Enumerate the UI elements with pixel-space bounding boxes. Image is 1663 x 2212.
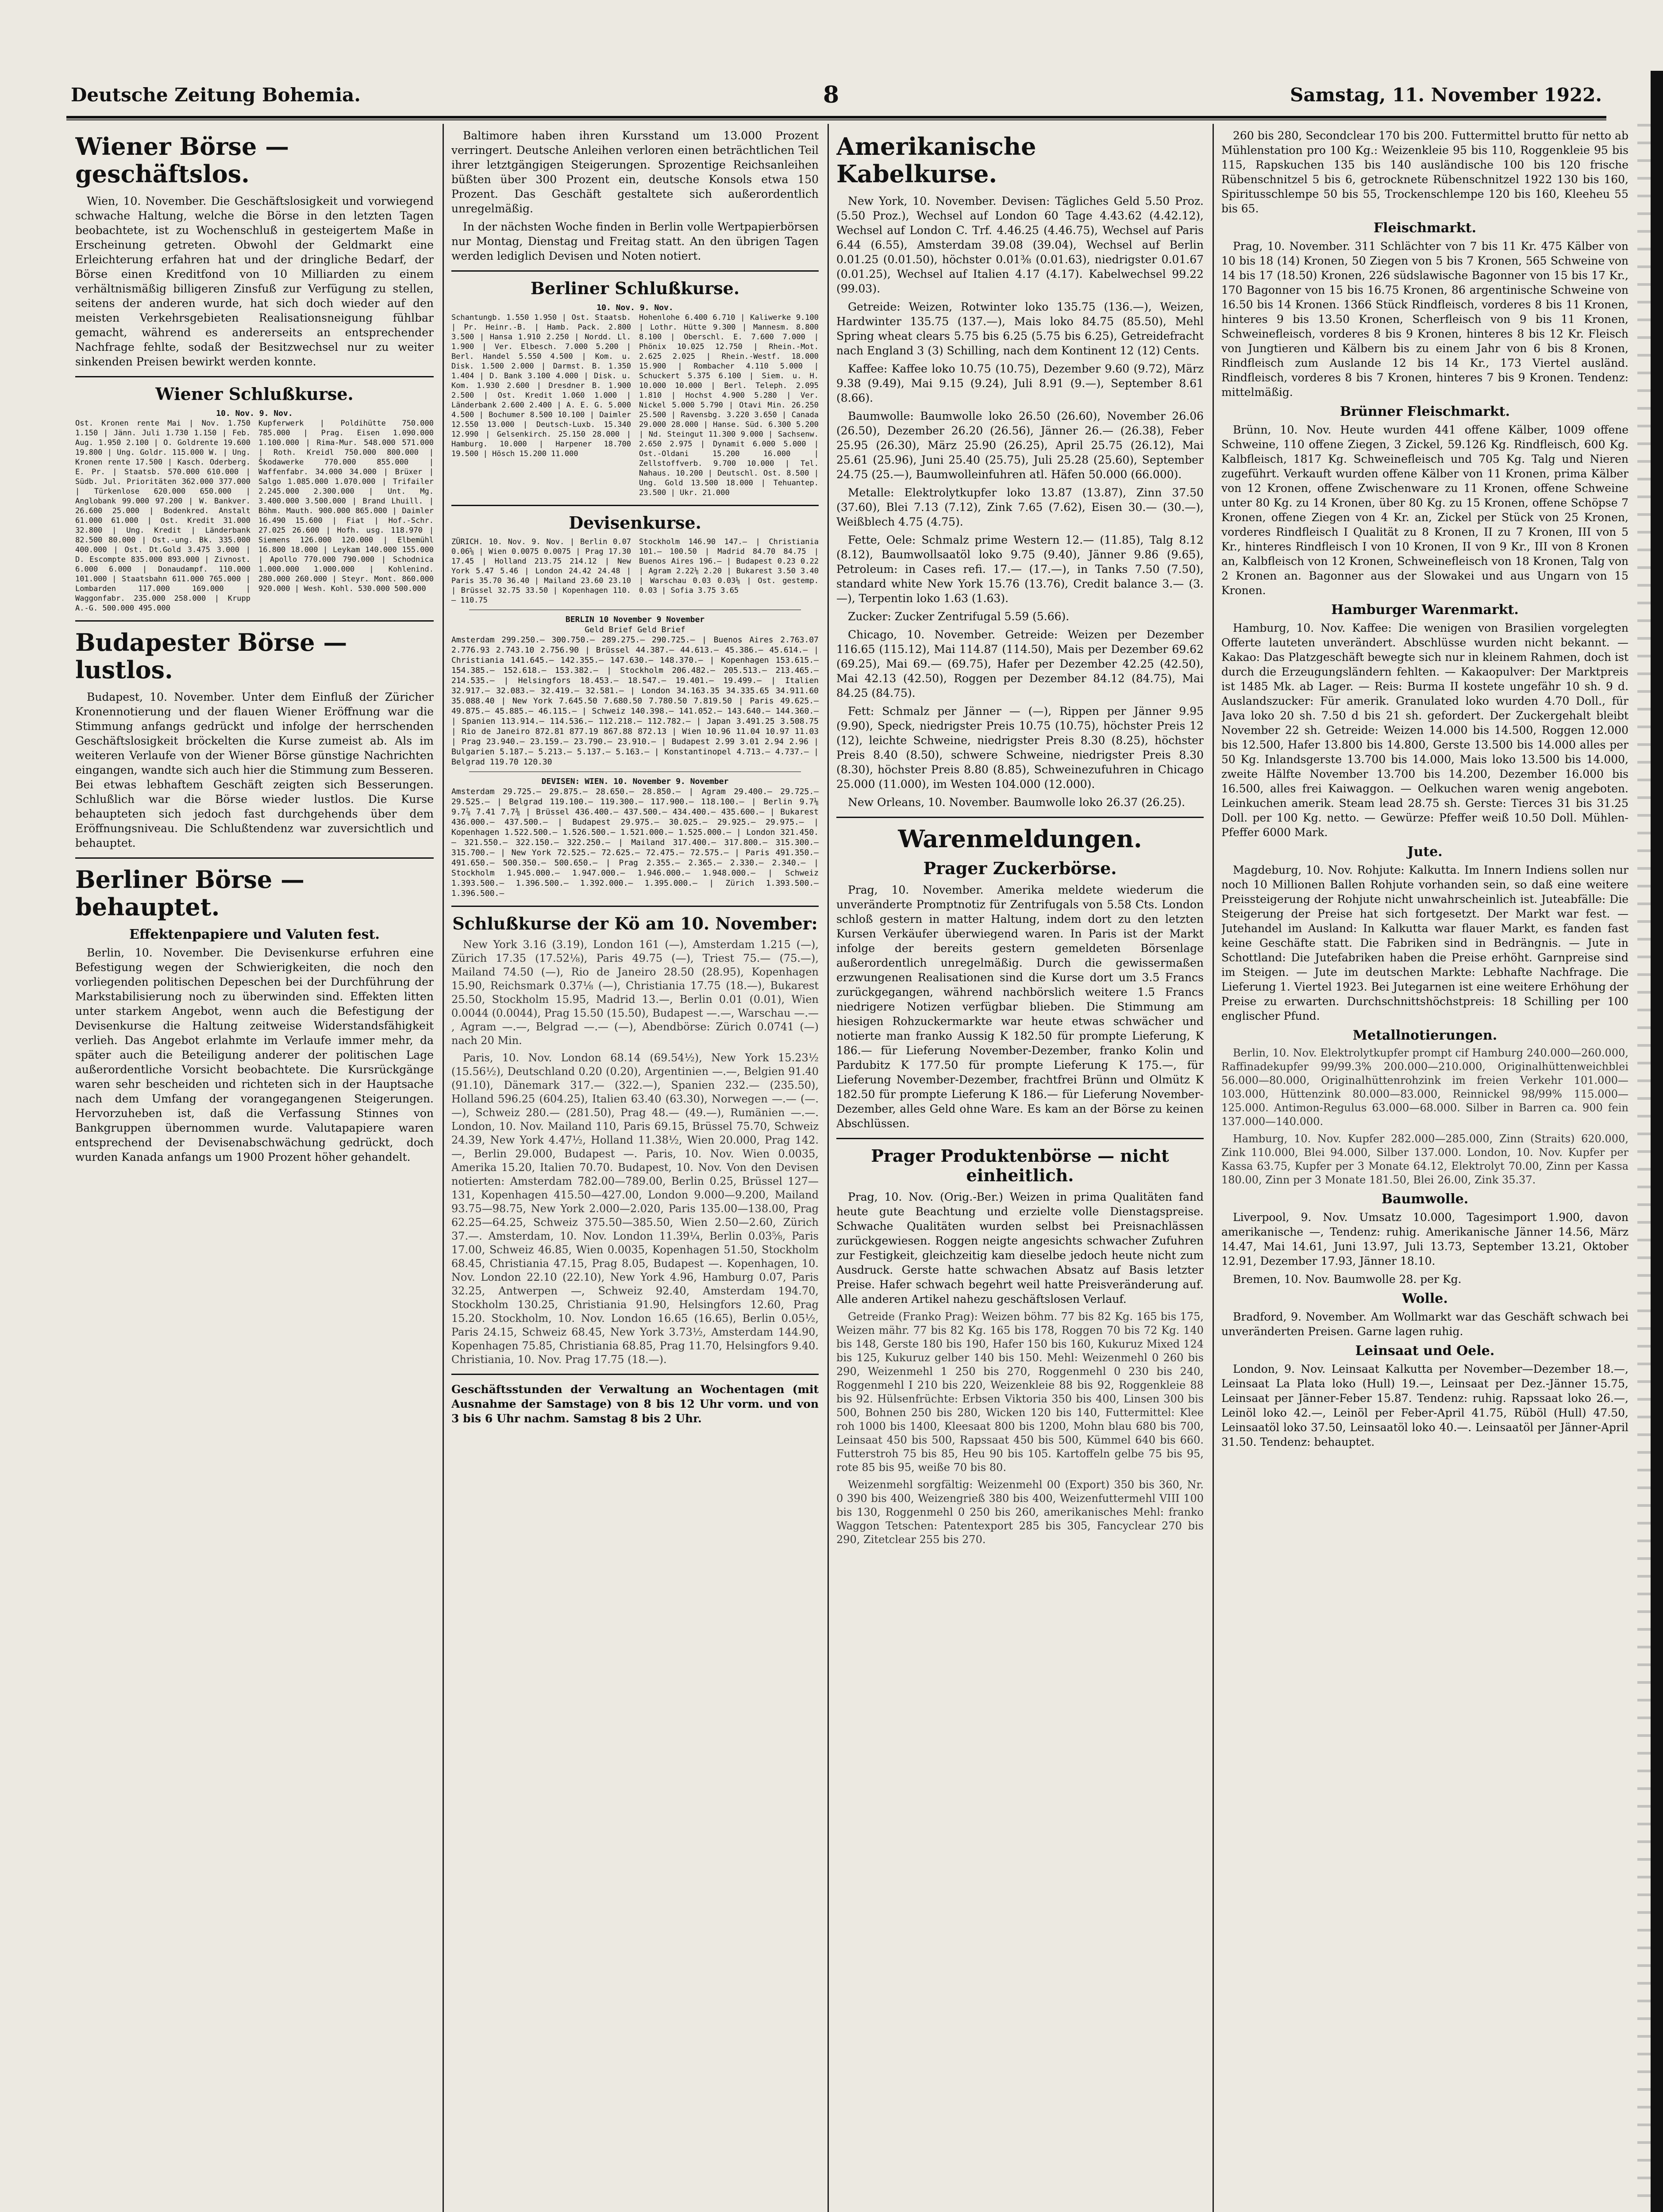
article-baumwolle-bremen: Bremen, 10. Nov. Baumwolle 28. per Kg. — [1233, 1273, 1462, 1286]
article-zuckerboerse: Prag, 10. November. Amerika meldete wiederum die unveränderte Promptnotiz für Zentrifugals von 5.58 Cts. London schloß gestern in matter Haltung, indem dort zu den letzten Kursen Verkäufer überwiegend waren. In Paris ist der Markt infolge der bereits gestern gemeldeten Börsenlage außerordentlich unregelmäßig. Durch die gewissermaßen erzwungenen Realisationen sind die Kurse dort um 3.5 Francs zurückgegangen, während nachbörslich weitere 1.5 Francs niedrigere Notizen verfügbar blieben. Die Stimmung am hiesigen Rohzuckermarkte war heute etwas schwächer und notierte man franko Aussig K 182.50 für prompte Lieferung, K 186.— für Lieferung November-Dezember, franko Kolin und Pardubitz K 177.50 für prompte Lieferung K 175.—, für Lieferung November-Dezember, frachtfrei Brünn und Olmütz K 182.50 für prompte Lieferung K 186.— für Lieferung November-Dezember, alles Geld ohne Ware. Es kam an der Börse zu keinen Abschlüssen. — [836, 883, 1204, 1130]
column-divider — [443, 124, 444, 2212]
headline-wien-schlusskurse: Wiener Schlußkurse. — [155, 384, 354, 404]
table-wien — [75, 419, 434, 613]
article-schlusskurse: New York 3.16 (3.19), London 161 (—), Amsterdam 1.215 (—), Zürich 17.35 (17.52⅛), Paris 49.75 (—), Triest 75.— (75.—), Mailand 74.50 (—), Rio de Janeiro 28.50 (28.95), Kopenhagen 15.90, Reichsmark 0.37⅛ (—), Christiania 17.75 (18.—), Bukarest 25.50, Stockholm 15.95, Madrid 13.—, Berlin 0.01 (0.01), Wien 0.0044 (0.0044), Prag 15.50 (15.50), Budapest —.—, Warschau —.— , Agram —.—, Belgrad —.— (—), Abendbörse: Zürich 0.0741 (—) nach 20 Min. — [451, 938, 819, 1047]
article-metall-hamburg: Hamburg, 10. Nov. Kupfer 282.000—285.000, Zinn (Straits) 620.000, Zink 110.000, Blei 94.000, Silber 137.000. London, 10. Nov. Kupfer per Kassa 63.75, Kupfer per 3 Monate 64.12, Elektrolyt 70.00, Zinn per Kassa 180.00, Zinn per 3 Monate 181.50, Blei 26.00, Zink 35.37. — [1221, 1133, 1628, 1186]
table-berlin-left: Schantungb. 1.550 1.950 | Ost. Staatsb. | Pr. Heinr.-B. | Hamb. Pack. 2.800 3.500 | Hansa 1.910 2.250 | Nordd. Ll. 1.900 | Ver. Elbesch. 7.000 5.200 | Berl. Handel 5.550 4.500 | Kom. u. Disk. 1.500 2.000 | Darmst. B. 1.350 1.404 | D. Bank 3.100 4.000 | Disk. u. Kom. 1.930 2.600 | Dresdner B. 1.900 2.500 | Ost. Kredit 1.060 1.000 | Länderbank 2.600 2.400 | A. E. G. 5.000 4.500 | Bochumer 8.500 10.100 | Daimler 12.550 13.000 | Deutsch-Luxb. 15.340 12.990 | Gelsenkirch. 25.150 28.000 | Hamburg. 10.000 | Harpener 18.700 19.500 | Hösch 15.200 11.000 — [451, 313, 631, 458]
table-zurich-left: ZÜRICH. 10. Nov. 9. Nov. | Berlin 0.07 0.06⅝ | Wien 0.0075 0.0075 | Prag 17.30 17.45 | Holland 213.75 214.12 | New York 5.47 5.46 | London 24.42 24.48 | Paris 35.70 36.40 | Mailand 23.60 23.10 | Brüssel 32.75 33.50 | Kopenhagen 110.— 110.75 — [451, 538, 631, 605]
headline-leinsaat: Leinsaat und Oele. — [1355, 1343, 1495, 1359]
headline-bruenner-fleischmarkt: Brünner Fleischmarkt. — [1340, 404, 1510, 419]
separator — [451, 1374, 819, 1375]
headline-fleischmarkt: Fleischmarkt. — [1373, 220, 1477, 236]
article-budapest: Budapest, 10. November. Unter dem Einfluß der Züricher Kronennotierung und der flauen Wiener Eröffnung war die Stimmung anfangs gedrückt und infolge der herrschenden Geschäftslosigkeit bröckelten die Kurse zumeist ab. Als im weiteren Verlaufe von der Wiener Börse günstige Nachrichten eingangen, wandte sich auch hier die Stimmung zum Besseren. Bei etwas lebhaftem Geschäft zeigten sich Besserungen. Schlußlich war die Börse wieder lustlos. Die Kurse behaupteten sich jedoch fast durchgehends über dem Eröffnungsniveau. Die Schlußtendenz war zuversichtlich und behauptet. — [75, 691, 434, 849]
headline-metallnotierungen: Metallnotierungen. — [1352, 1028, 1497, 1043]
article-amerika: New York, 10. November. Devisen: Tägliches Geld 5.50 Proz. (5.50 Proz.), Wechsel auf London 60 Tage 4.43.62 (4.42.12), Wechsel auf London C. Trf. 4.46.25 (4.46.75), Wechsel auf Paris 6.44 (6.55), Amsterdam 39.08 (39.04), Wechsel auf Berlin 0.01.25 (0.01.50), höchster 0.01⅜ (0.01.63), niedrigster 0.01.67 (0.01.25), Wechsel auf Italien 4.17 (4.17). Kabelwechsel 99.22 (99.03). — [836, 195, 1204, 295]
berlin-devisen-rows: Amsterdam 299.250.— 300.750.— 289.275.— 290.725.— | Buenos Aires 2.763.07 2.776.93 2.743.10 2.756.90 | Brüssel 44.387.— 44.613.— 45.386.— 45.614.— | Christiania 141.645.— 142.355.— 147.630.— 148.370.— | Kopenhagen 153.615.— 154.385.— 152.618.— 153.382.— | Stockholm 206.482.— 205.513.— 213.465.— 214.535.— | Helsingfors 18.453.— 18.547.— 19.401.— 19.499.— | Italien 32.917.— 32.083.— 32.419.— 32.581.— | London 34.163.35 34.335.65 34.911.60 35.088.40 | New York 7.645.50 7.680.50 7.780.50 7.819.50 | Paris 49.625.— 49.875.— 45.885.— 46.115.— | Schweiz 140.398.— 141.052.— 143.640.— 144.360.— | Spanien 113.914.— 114.536.— 112.218.— 112.782.— | Japan 3.491.25 3.508.75 | Rio de Janeiro 872.81 877.19 867.88 872.13 | Wien 10.96 11.04 10.97 11.03 | Prag 23.940.— 23.159.— 23.790.— 23.910.— | Budapest 2.99 3.01 2.94 2.96 | Bulgarien 5.187.— 5.213.— 5.137.— 5.163.— | Konstantinopel 4.713.— 4.737.— | Belgrad 119.70 120.30 — [451, 635, 819, 767]
scan-border — [1651, 71, 1663, 2212]
headline-zuckerboerse: Prager Zuckerbörse. — [923, 858, 1117, 878]
table-header: 10. Nov. 9. Nov. — [597, 303, 674, 312]
headline-wien: Wiener Börse — geschäftslos. — [75, 132, 289, 188]
article-kaffee: Kaffee: Kaffee loko 10.75 (10.75), Dezember 9.60 (9.72), März 9.38 (9.49), Mai 9.15 (9.24), Juli 8.91 (9.—), September 8.61 (8.66). — [836, 362, 1204, 404]
article-fette: Fette, Oele: Schmalz prime Western 12.— (11.85), Talg 8.12 (8.12), Baumwollsaatöl loko 9.75 (9.40), Jänner 9.86 (9.65), Petroleum: in Cases refi. 17.— (17.—), in Tanks 7.50 (7.50), standard white New York 15.76 (13.76), Credit balance 3.— (3.—), Terpentin loko 1.63 (1.63). — [836, 534, 1204, 605]
article-hamburger-warenmarkt: Hamburg, 10. Nov. Kaffee: Die wenigen von Brasilien vorgelegten Offerte lauteten unverändert. Abschlüsse wurden nicht bekannt. — Kakao: Das Platzgeschäft bewegte sich nur in kleinem Rahmen, doch ist durch die Erzeugungsländern fehlten. — Kakaopulver: Der Marktpreis ist 1485 Mk. ab Lager. — Reis: Burma II kostete ungefähr 10 sh. 9 d. Auslandszucker: Für amerik. Granulated loko wurden 4.70 Doll., für Java loko 20 sh. 7.50 d bis 21 sh. gefordert. Der Zuckergehalt bleibt November 22 sh. Getreide: Weizen 14.000 bis 14.500, Roggen 12.000 bis 12.500, Hafer 13.800 bis 14.800, Gerste 13.500 bis 14.000 alles per 50 Kg. Inlandsgerste 13.700 bis 14.000, Mais loko 13.500 bis 14.000, zweite Hälfte November 13.700 bis 14.200, Dezember 16.000 bis 16.500, alles frei Kaiwaggon. — Oelkuchen waren wenig angeboten. Leinkuchen amerik. Steam lead 28.75 sh. Gerste: Tierces 31 bis 31.25 Doll. per 100 Kg. netto. — Gewürze: Pfeffer weiß 10.50 Doll. Mühlen-Pfeffer 6000 Mark. — [1221, 622, 1628, 839]
separator — [451, 270, 819, 272]
table-zurich-right: Stockholm 146.90 147.— | Christiania 101.— 100.50 | Madrid 84.70 84.75 | Buenos Aires 196.— | Budapest 0.23 0.22 | Agram 2.22⅛ 2.20 | Bukarest 3.50 3.40 | Warschau 0.03 0.03⅛ | Ost. gestemp. 0.03 | Sofia 3.75 3.65 — [639, 538, 819, 595]
wien-devisen-title: DEVISEN: WIEN. 10. November 9. November — [541, 777, 729, 786]
article-leinsaat: London, 9. Nov. Leinsaat Kalkutta per November—Dezember 18.—, Leinsaat La Plata loko (Hull) 19.—, Leinsaat per Dez.-Jänner 15.75, Leinsaat per Jänner-Feber 15.87. Tendenz: ruhig. Rapssaat loko 26.—, Leinöl loko 42.—, Leinöl per Feber-April 41.75, Rüböl (Hull) 47.50, Leinsaatöl loko 37.50, Leinsaatöl loko 40.—. Leinsaatöl per Jänner-April 31.50. Tendenz: behauptet. — [1221, 1363, 1628, 1448]
article-wien: Wien, 10. November. Die Geschäftslosigkeit und vorwiegend schwache Haltung, welche die Börse in den letzten Tagen beobachtete, ist zu Wochenschluß in gesteigertem Maße in Erscheinung getreten. Obwohl der Geldmarkt eine Erleichterung erfahren hat und der dringliche Bedarf, der Börse einen Kreditfond von 10 Milliarden zu einem verhältnismäßig billigeren Zinsfuß zur Verfügung zu stellen, seitens der anderen wurde, hat sich doch wieder auf den meisten Verkehrsgebieten Realisationsneigung fühlbar gemacht, während es andererseits an entsprechender Nachfrage fehlte, sodaß der Besitzwechsel nur zu weiter sinkenden Preisen bewirkt werden konnte. — [75, 195, 434, 368]
column-3 — [836, 128, 1204, 2212]
article-baumwolle-liverpool: Liverpool, 9. Nov. Umsatz 10.000, Tagesimport 1.900, davon amerikanische —, Tendenz: ruhig. Amerikanische Jänner 14.56, März 14.47, Mai 14.61, Juni 13.97, Juli 13.73, September 13.21, Oktober 12.91, Dezember 17.93, Jänner 18.10. — [1221, 1211, 1628, 1267]
headline-produktenboerse: Prager Produktenbörse — nicht einheitlich. — [871, 1146, 1169, 1185]
article-continued: Baltimore haben ihren Kursstand um 13.000 Prozent verringert. Deutsche Anleihen verloren einen beträchtlichen Teil ihrer letztgängigen Steigerungen. Sprozentige Reichsanleihen büßten über 300 Prozent ein, deutsche Konsols etwa 150 Prozent. Das Geschäft gestaltete sich außerordentlich unregelmäßig. — [451, 129, 819, 215]
article-produktenboerse: Prag, 10. Nov. (Orig.-Ber.) Weizen in prima Qualitäten fand heute gute Beachtung und erzielte volle Dienstagspreise. Schwache Qualitäten wurden selbst bei Preisnachlässen zurückgewiesen. Roggen neigte angesichts schwacher Zufuhren zur Festigkeit, gleichzeitig kam dieselbe jedoch heute nicht zum Ausdruck. Gerste hatte schwachen Absatz auf Basis letzter Preise. Hafer schwach begehrt weil hatte Preisveränderung auf. Alle anderen Artikel nahezu geschäftslosen Verlauf. — [836, 1190, 1204, 1306]
article-metalle: Metalle: Elektrolytkupfer loko 13.87 (13.87), Zinn 37.50 (37.60), Blei 7.13 (7.12), Zink 7.65 (7.62), Eisen 30.— (30.—), Weißblech 4.75 (4.75). — [836, 486, 1204, 528]
subheadline-berlin: Effektenpapiere und Valuten fest. — [129, 927, 380, 942]
separator — [75, 620, 434, 622]
newspaper-name: Deutsche Zeitung Bohemia. — [71, 84, 361, 106]
column-1 — [75, 128, 434, 2212]
column-divider — [828, 124, 829, 2212]
table-berlin-right: Hohenlohe 6.400 6.710 | Kaliwerke 9.100 | Lothr. Hütte 9.300 | Mannesm. 8.800 8.100 | Oberschl. E. 7.600 7.000 | Phönix 10.025 12.750 | Rhein.-Mot. 2.625 2.025 | Rhein.-Westf. 18.000 15.900 | Rombacher 4.110 5.000 | Schuckert 5.375 6.100 | Siem. u. H. 10.000 10.000 | Berl. Teleph. 2.095 1.810 | Hochst 4.900 5.280 | Ver. Nickel 5.000 5.790 | Otavi Min. 26.250 25.500 | Ravensbg. 3.220 3.650 | Canada 29.000 28.000 | Hanse. Süd. 6.300 5.200 | Nd. Steingut 11.300 9.000 | Sachsenw. 2.650 2.975 | Dynamit 6.000 5.000 | Ost.-Oldani 15.200 16.000 | Zellstoffverb. 9.700 10.000 | Tel. Nahaus. 10.200 | Deutschl. Ost. 8.500 | Ung. Gold 13.500 18.000 | Tehuantep. 23.500 | Ukr. 21.000 — [639, 313, 819, 497]
article-getreide: Getreide: Weizen, Rotwinter loko 135.75 (136.—), Weizen, Hardwinter 135.75 (137.—), Mais loko 84.75 (85.50), Mehl Spring wheat clears 5.75 bis 6.25 (5.75 bis 6.25), Getreidefracht nach England 3 (3) Schilling, nach dem Kontinent 12 (12) Cents. — [836, 300, 1204, 357]
berlin-devisen-title: BERLIN 10 November 9 November — [565, 615, 705, 624]
masthead — [71, 81, 1602, 111]
headline-schlusskurse-ko: Schlußkurse der Kö am 10. November: — [452, 914, 818, 933]
article-wolle: Bradford, 9. November. Am Wollmarkt war das Geschäft schwach bei unveränderten Preisen. Garne lagen ruhig. — [1221, 1310, 1628, 1338]
table-wien-left: Ost. Kronen rente Mai | Nov. 1.750 1.150 | Jänn. Juli 1.730 1.150 | Feb. Aug. 1.950 2.100 | O. Goldrente 19.600 19.800 | Ung. Goldr. 115.000 W. | Ung. Kronen rente 17.500 | Kasch. Oderberg. E. Pr. | Staatsb. 570.000 610.000 | Südb. Jul. Prioritäten 362.000 377.000 | Türkenlose 620.000 650.000 | Anglobank 99.000 97.200 | W. Bankver. 26.600 25.000 | Bodenkred. Anstalt 61.000 61.000 | Ost. Kredit 31.000 32.800 | Ung. Kredit | Länderbank 82.500 80.000 | Ost.-ung. Bk. 335.000 400.000 | Ost. Dt.Gold 3.475 3.000 | D. Escompte 835.000 893.000 | Zivnost. 6.000 6.000 | Donaudampf. 110.000 101.000 | Staatsbahn 611.000 765.000 | Lombarden 117.000 169.000 | Waggonfabr. 235.000 258.000 | Krupp A.-G. 500.000 495.000 — [75, 419, 250, 613]
adjacent-page-edge — [1637, 124, 1651, 2212]
separator — [836, 817, 1204, 818]
notice-office-hours: Geschäftsstunden der Verwaltung an Wochentagen (mit Ausnahme der Samstage) von 8 bis 12 Uhr vorm. und von 3 bis 6 Uhr nachm. Samstag 8 bis 2 Uhr. — [451, 1383, 819, 1425]
headline-jute: Jute. — [1407, 844, 1443, 860]
page-number: 8 — [823, 81, 839, 108]
article-metall-berlin: Berlin, 10. Nov. Elektrolytkupfer prompt cif Hamburg 240.000—260.000, Raffinadekupfer 99/99.3% 200.000—210.000, Originalhüttenweichblei 56.000—80.000, Originalhüttenrohzink im freien Verkehr 101.000—103.000, Hüttenzink 80.000—83.000, Reinnickel 98/99% 115.000—125.000. Antimon-Regulus 63.000—68.000. Silber in Barren ca. 900 fein 137.000—140.000. — [1221, 1047, 1628, 1128]
table-berlin — [451, 313, 819, 498]
article-chicago: Chicago, 10. November. Getreide: Weizen per Dezember 116.65 (115.12), Mai 114.87 (114.50), Mais per Dezember 69.62 (69.25), Mai 69.— (69.75), Hafer per Dezember 42.25 (42.50), Mai 42.13 (42.50), Roggen per Dezember 84.12 (84.75), Mai 84.25 (84.75). — [836, 628, 1204, 699]
separator — [75, 857, 434, 859]
separator — [75, 376, 434, 377]
column-2 — [451, 128, 819, 2212]
berlin-devisen-columns: Geld Brief Geld Brief — [585, 625, 685, 634]
table-devisen-zurich — [451, 537, 819, 605]
column-4 — [1221, 128, 1628, 2212]
article-new-orleans: New Orleans, 10. November. Baumwolle loko 26.37 (26.25). — [848, 796, 1186, 809]
headline-budapest: Budapester Börse — lustlos. — [75, 628, 347, 684]
masthead-rule-thin — [66, 119, 1606, 120]
article-berlin: Berlin, 10. November. Die Devisenkurse erfuhren eine Befestigung wegen der Schwierigkeiten, die noch den vorliegenden politischen Depeschen bei der Durchführung der Markstabilisierung noch zu überwinden sind. Effekten litten unter starkem Angebot, wenn auch die Befestigung der Devisenkurse die Haltung zeitweise Widerstandsfähigkeit verlieh. Das Angebot erlahmte im Verlaufe immer mehr, da später auch die Beteiligung anderer der politischen Lage außerordentliche Vorsicht beobachtete. Die Kursrückgänge waren sehr bescheiden und richteten sich in der Hauptsache nach dem Umfang der vorangegangenen Steigerungen. Hervorzuheben ist, daß die Verfassung Stinnes von Bankgruppen übernommen wurde. Valutapapiere waren entsprechend der Devisenabschwächung gedrückt, doch wurden Kanada anfangs um 1900 Prozent höher gehandelt. — [75, 946, 434, 1164]
article-produkten-mehl: Weizenmehl sorgfältig: Weizenmehl 00 (Export) 350 bis 360, Nr. 0 390 bis 400, Weizengrieß 380 bis 400, Weizenfuttermehl VIII 100 bis 130, Roggenmehl 0 250 bis 260, amerikanisches Mehl: franko Waggon Tetschen: Patentexport 285 bis 305, Fancyclear 270 bis 290, Zitetclear 255 bis 270. — [836, 1479, 1204, 1546]
separator — [451, 906, 819, 907]
article-foreign-markets: Paris, 10. Nov. London 68.14 (69.54½), New York 15.23½ (15.56½), Deutschland 0.20 (0.20), Argentinien —.—, Belgien 91.40 (91.10), Dänemark 317.— (322.—), Spanien 232.— (235.50), Holland 596.25 (604.25), Italien 63.40 (63.30), Norwegen —.— (—.—), Schweiz 280.— (281.50), Prag 48.— (49.—), Rumänien —.—. London, 10. Nov. Mailand 110, Paris 69.15, Brüssel 75.70, Schweiz 24.39, New York 4.47½, Holland 11.38½, Wien 20.000, Prag 142.—, Berlin 29.000, Budapest —. Paris, 10. Nov. Wien 0.0035, Amerika 15.20, Italien 70.70. Budapest, 10. Nov. Von den Devisen notierten: Amsterdam 782.00—789.00, Berlin 0.25, Brüssel 127—131, Kopenhagen 415.50—427.00, London 9.000—9.200, Mailand 93.75—98.75, New York 2.000—2.020, Paris 135.00—138.00, Prag 62.25—64.25, Schweiz 375.50—385.50, Wien 2.50—2.60, Zürich 37.—. Amsterdam, 10. Nov. London 11.39¼, Berlin 0.03⅝, Paris 17.00, Schweiz 46.85, Wien 0.0035, Kopenhagen 51.50, Stockholm 68.45, Christiania 47.15, Prag 8.05, Budapest —. Kopenhagen, 10. Nov. London 22.10 (22.10), New York 4.96, Hamburg 0.07, Paris 32.25, Antwerpen —, Schweiz 92.40, Amsterdam 194.70, Stockholm 130.25, Christiania 91.90, Helsingfors 12.60, Prag 15.20. Stockholm, 10. Nov. London 16.65 (16.65), Berlin 0.05½, Paris 24.15, Schweiz 68.45, New York 3.73½, Amsterdam 144.90, Kopenhagen 75.85, Christiania 68.85, Prag 11.70, Helsingfors 9.40. Christiania, 10. Nov. Prag 17.75 (18.—). — [451, 1052, 819, 1366]
article-chicago-fett: Fett: Schmalz per Jänner — (—), Rippen per Jänner 9.95 (9.90), Speck, niedrigster Preis 10.75 (10.75), höchster Preis 12 (12), leichte Schweine, niedrigster Preis 8.30 (8.25), höchster Preis 8.40 (8.50), schwere Schweine, niedrigster Preis 8.30 (8.30), höchster Preis 8.80 (8.85), Schweinezufuhren in Chicago 25.000 (11.000), im Westen 104.000 (12.000). — [836, 705, 1204, 791]
article-note: In der nächsten Woche finden in Berlin volle Wertpapierbörsen nur Montag, Dienstag und Freitag statt. An den übrigen Tagen werden lediglich Devisen und Noten notiert. — [451, 220, 819, 262]
column-divider — [1213, 124, 1214, 2212]
article-fleischmarkt: Prag, 10. November. 311 Schlächter von 7 bis 11 Kr. 475 Kälber von 10 bis 18 (14) Kronen, 50 Ziegen von 5 bis 7 Kronen, 565 Schweine von 14 bis 17 (18.50) Kronen, 226 südslawische Bagonner von 15 bis 17 Kr., 170 Bagonner von 15 bis 16.75 Kronen, 86 argentinische Schweine von 16.50 bis 14 Kronen. 1366 Stück Rindfleisch, vorderes 8 bis 11 Kronen, hinteres 9 bis 13.50 Kronen, Scherfleisch von 9 bis 11 Kronen, Schweinefleisch, vorderes 8 bis 9 Kronen, hinteres 8 bis 12 Kr. Fleisch von Jungtieren und Kälbern bis zu einem Jahr von 6 bis 8 Kronen, Rindfleisch zum Auslande 12 bis 14 Kr., 173 Viertel ausländ. Rindfleisch, vorderes 8 bis 7 Kronen, hinteres 7 bis 9 Kronen. Tendenz: mittelmäßig. — [1221, 240, 1628, 399]
headline-hamburger-warenmarkt: Hamburger Warenmarkt. — [1331, 602, 1519, 618]
headline-berliner-schlusskurse: Berliner Schlußkurse. — [530, 278, 740, 298]
table-header: 10. Nov. 9. Nov. — [216, 409, 293, 418]
headline-devisenkurse: Devisenkurse. — [569, 513, 701, 533]
article-continued: 260 bis 280, Secondclear 170 bis 200. Futtermittel brutto für netto ab Mühlenstation pro 100 Kg.: Weizenkleie 95 bis 110, Roggenkleie 95 bis 115, Rapskuchen 135 bis 140 ausländische 100 bis 120 frische Rübenschnitzel 5 bis 6, getrocknete Rübenschnitzel 1922 130 bis 160, Spiritusschlempe 50 bis 55, Trockenschlempe 120 bis 160, Kleeheu 55 bis 65. — [1221, 129, 1628, 215]
article-jute: Magdeburg, 10. Nov. Rohjute: Kalkutta. Im Innern Indiens sollen nur noch 10 Millionen Ballen Rohjute vorhanden sein, so daß eine weitere Preissteigerung der Rohjute nicht unwahrscheinlich ist. Juteabfälle: Die Steigerung der Preise hat sich fortgesetzt. Der Markt war fest. — Jutehandel im Ausland: In Kalkutta war flauer Markt, es fanden fast keine Geschäfte statt. Die Fabriken sind in Bedrängnis. — Jute in Schottland: Die Jutefabriken haben die Preise erhöht. Garnpreise sind im Steigen. — Jute im deutschen Markte: Lebhafte Nachfrage. Die Lieferung 1. Viertel 1923. Bei Jutegarnen ist eine weitere Erhöhung der Preise zu erwarten. Durchschnittshöchstpreis: 18 Schilling per 100 englischer Pfund. — [1221, 864, 1628, 1022]
headline-warenmeldungen: Warenmeldungen. — [898, 825, 1142, 853]
headline-baumwolle: Baumwolle. — [1381, 1191, 1469, 1207]
headline-wolle: Wolle. — [1402, 1291, 1448, 1306]
headline-amerika: Amerikanische Kabelkurse. — [836, 132, 1036, 188]
separator — [836, 1138, 1204, 1139]
issue-date: Samstag, 11. November 1922. — [1290, 84, 1602, 106]
separator — [451, 505, 819, 506]
headline-berlin: Berliner Börse — behauptet. — [75, 865, 305, 921]
table-wien-right: Kupferwerk | Poldihütte 750.000 785.000 | Prag. Eisen 1.090.000 1.100.000 | Rima-Mur. 548.000 571.000 | Roth. Kreidl 750.000 800.000 | Škodawerke 770.000 855.000 | Waffenfabr. 34.000 34.000 | Brüxer | Salgo 1.085.000 1.070.000 | Trifailer 2.245.000 2.300.000 | Unt. Mg. 3.400.000 3.500.000 | Brand Lhuill. | Böhm. Mauth. 900.000 865.000 | Daimler 16.490 15.600 | Fiat | Hof.-Schr. 27.025 26.600 | Hofh. usg. 118.970 | Siemens 126.000 120.000 | Elbemühl 16.800 18.000 | Leykam 140.000 155.000 | Apollo 770.000 790.000 | Schodnica 1.000.000 1.000.000 | Kohlenind. 280.000 260.000 | Steyr. Mont. 860.000 920.000 | Wesh. Kohl. 530.000 500.000 — [258, 419, 434, 593]
masthead-rule — [66, 116, 1606, 119]
article-bruenner-fleischmarkt: Brünn, 10. Nov. Heute wurden 441 offene Kälber, 1009 offene Schweine, 110 offene Ziegen, 3 Zickel, 59.126 Kg. Rindfleisch, 600 Kg. Kalbfleisch, 1817 Kg. Schweinefleisch und 705 Kg. Talg und Nieren zugeführt. Verkauft wurden offene Kälber von 11 Kronen, prima Kälber von 12 Kronen, offene Zwischenware zu 11 Kronen, offene Schweine unter 80 Kg. zu 14 Kronen, über 80 Kg. zu 15 Kronen, offene Schöpse 7 Kronen, offene Ziegen von 4 Kr. an, Zickel per Stück von 25 Kronen, vorderes Rindfleisch I Qualität zu 8 Kronen, II zu 7 Kronen, III von 5 Kr., hinteres Rindfleisch I von 10 Kronen, II von 9 Kr., III von 8 Kronen an, Kalbfleisch von 12 Kronen, Schweinefleisch von 18 Kronen, Talg von 2 Kronen an. Bagonner aus der Slowakei und aus Ungarn von 15 Kronen. — [1221, 423, 1628, 597]
wien-devisen-rows: Amsterdam 29.725.— 29.875.— 28.650.— 28.850.— | Agram 29.400.— 29.725.— 29.525.— | Belgrad 119.100.— 119.300.— 117.900.— 118.100.— | Berlin 9.7⅛ 9.7⅞ 7.41 7.7⅜ | Brüssel 436.400.— 437.500.— 434.400.— 435.600.— | Bukarest 436.000.— 437.500.— | Budapest 29.975.— 30.025.— 29.925.— 29.975.— | Kopenhagen 1.522.500.— 1.526.500.— 1.521.000.— 1.525.000.— | London 321.450.— 321.550.— 322.150.— 322.250.— | Mailand 317.400.— 317.800.— 315.300.— 315.700.— | New York 72.525.— 72.625.— 72.475.— 72.575.— | Paris 491.350.— 491.650.— 500.350.— 500.650.— | Prag 2.355.— 2.365.— 2.330.— 2.340.— | Stockholm 1.945.000.— 1.947.000.— 1.946.000.— 1.948.000.— | Schweiz 1.393.500.— 1.396.500.— 1.392.000.— 1.395.000.— | Zürich 1.393.500.— 1.396.500.— — [451, 787, 819, 898]
article-produkten-preise: Getreide (Franko Prag): Weizen böhm. 77 bis 82 Kg. 165 bis 175, Weizen mähr. 77 bis 82 Kg. 165 bis 178, Roggen 70 bis 72 Kg. 140 bis 148, Gerste 180 bis 190, Hafer 150 bis 160, Kukuruz Mixed 124 bis 125, Kukuruz gelber 140 bis 150. Mehl: Weizenmehl 0 260 bis 290, Weizenmehl 1 250 bis 270, Roggenmehl 0 230 bis 240, Roggenmehl I 210 bis 220, Weizenkleie 88 bis 92, Roggenkleie 88 bis 92. Hülsenfrüchte: Erbsen Viktoria 350 bis 400, Linsen 300 bis 500, Bohnen 250 bis 280, Wicken 120 bis 140, Futtermittel: Klee roh 1000 bis 1400, Kleesaat 800 bis 1200, Mohn blau 680 bis 700, Leinsaat 450 bis 500, Rapssaat 450 bis 500, Kümmel 640 bis 660. Futterstroh 75 bis 85, Heu 90 bis 105. Kartoffeln gelbe 75 bis 95, rote 85 bis 95, weiße 70 bis 80. — [836, 1310, 1204, 1474]
article-baumwolle: Baumwolle: Baumwolle loko 26.50 (26.60), November 26.06 (26.50), Dezember 26.20 (26.56), Jänner 26.— (26.38), Feber 25.95 (26.30), März 25.90 (26.25), April 25.75 (26.12), Mai 25.61 (25.96), Juni 25.40 (25.75), Juli 25.28 (25.60), September 24.75 (25.—), Baumwolleinfuhren atl. Häfen 50.000 (66.000). — [836, 410, 1204, 481]
article-zucker: Zucker: Zucker Zentrifugal 5.59 (5.66). — [848, 610, 1070, 623]
